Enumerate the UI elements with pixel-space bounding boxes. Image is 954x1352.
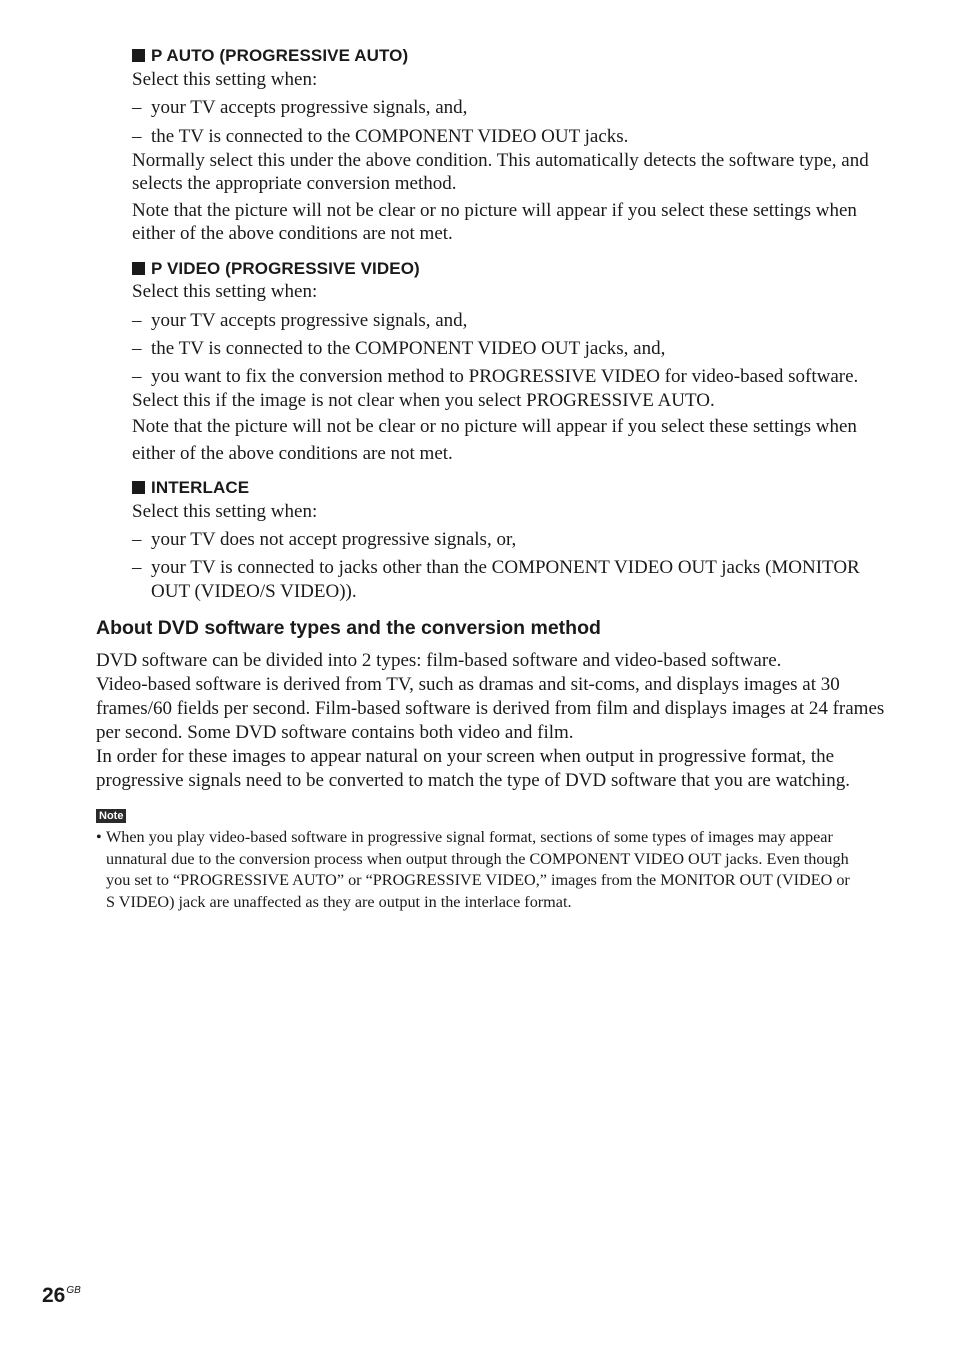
paragraph-line: DVD software can be divided into 2 types: film-based software and video-based software. [96, 650, 782, 671]
list-item-continuation: OUT (VIDEO/S VIDEO)). [151, 581, 357, 602]
list-item: – your TV is connected to jacks other than the COMPONENT VIDEO OUT jacks (MONITOR [132, 557, 860, 578]
warning-line: Note that the picture will not be clear or no picture will appear if you select these settings when [132, 416, 857, 437]
description-line: Select this if the image is not clear when you select PROGRESSIVE AUTO. [132, 390, 715, 411]
square-bullet-icon [132, 262, 145, 275]
note-bullet: • [96, 828, 102, 846]
paragraph-line: progressive signals need to be converted to match the type of DVD software that you are watching. [96, 770, 850, 791]
warning-line: either of the above conditions are not met. [132, 223, 453, 244]
section-heading-p-auto: P AUTO (PROGRESSIVE AUTO) [132, 46, 408, 66]
page-number-value: 26 [42, 1284, 66, 1307]
paragraph-line: Video-based software is derived from TV, such as dramas and sit-coms, and displays images at 30 [96, 674, 840, 695]
description-line: Normally select this under the above condition. This automatically detects the software type, and [132, 150, 869, 171]
section-heading-interlace: INTERLACE [132, 478, 249, 498]
list-item: – your TV accepts progressive signals, and, [132, 310, 468, 331]
intro-text: Select this setting when: [132, 501, 318, 522]
page-number-suffix: GB [66, 1285, 81, 1296]
paragraph-line: In order for these images to appear natural on your screen when output in progressive format, the [96, 746, 835, 767]
list-item: – the TV is connected to the COMPONENT VIDEO OUT jacks. [132, 126, 629, 147]
list-item: – your TV does not accept progressive signals, or, [132, 529, 517, 550]
list-item: – the TV is connected to the COMPONENT VIDEO OUT jacks, and, [132, 338, 666, 359]
note-line: S VIDEO) jack are unaffected as they are output in the interlace format. [106, 893, 572, 911]
section-title-about: About DVD software types and the conversion method [96, 617, 601, 639]
list-item: – your TV accepts progressive signals, and, [132, 97, 468, 118]
warning-line: either of the above conditions are not met. [132, 443, 453, 464]
paragraph-line: per second. Some DVD software contains both video and film. [96, 722, 574, 743]
section-heading-p-video: P VIDEO (PROGRESSIVE VIDEO) [132, 259, 420, 279]
paragraph-line: frames/60 fields per second. Film-based software is derived from film and displays images at 24 frames [96, 698, 885, 719]
intro-text: Select this setting when: [132, 69, 318, 90]
note-line: you set to “PROGRESSIVE AUTO” or “PROGRESSIVE VIDEO,” images from the MONITOR OUT (VIDEO or [106, 871, 850, 889]
square-bullet-icon [132, 481, 145, 494]
list-item: – you want to fix the conversion method to PROGRESSIVE VIDEO for video-based software. [132, 366, 859, 387]
note-line: When you play video-based software in progressive signal format, sections of some types of images may appear [106, 828, 833, 846]
note-badge: Note [96, 809, 126, 823]
square-bullet-icon [132, 49, 145, 62]
warning-line: Note that the picture will not be clear or no picture will appear if you select these settings when [132, 200, 857, 221]
description-line: selects the appropriate conversion method. [132, 173, 457, 194]
page-number [42, 1284, 81, 1308]
note-line: unnatural due to the conversion process when output through the COMPONENT VIDEO OUT jacks. Even though [106, 850, 849, 868]
intro-text: Select this setting when: [132, 281, 318, 302]
